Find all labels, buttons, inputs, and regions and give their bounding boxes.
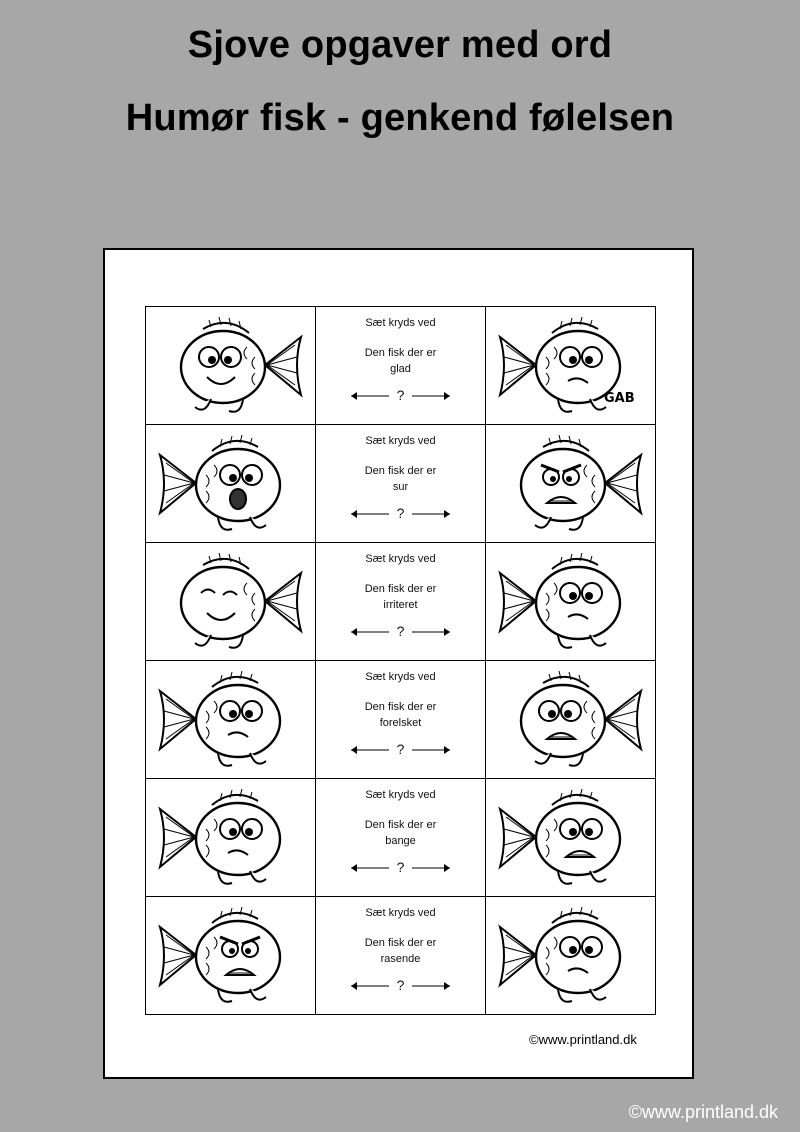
instruction-text: Sæt kryds ved bbox=[365, 553, 436, 565]
prompt-text: Den fisk der er bbox=[364, 347, 437, 359]
instruction-text: Sæt kryds ved bbox=[365, 317, 436, 329]
question-mark: ? bbox=[396, 387, 405, 403]
instruction-text: Sæt kryds ved bbox=[365, 671, 436, 683]
question-mark: ? bbox=[396, 505, 405, 521]
right-fish-cell[interactable] bbox=[486, 425, 656, 543]
instruction-cell bbox=[316, 897, 486, 1015]
emotion-word: forelsket bbox=[379, 717, 422, 729]
prompt-text: Den fisk der er bbox=[364, 583, 437, 595]
table-row bbox=[146, 543, 656, 661]
sheet-copyright: ©www.printland.dk bbox=[529, 1032, 637, 1047]
emotion-word: irriteret bbox=[383, 599, 418, 611]
right-fish-cell[interactable] bbox=[486, 543, 656, 661]
right-fish-cell[interactable] bbox=[486, 307, 656, 425]
page-title: Sjove opgaver med ord bbox=[187, 24, 613, 66]
left-fish-cell[interactable] bbox=[146, 425, 316, 543]
question-mark: ? bbox=[396, 859, 405, 875]
instruction-text: Sæt kryds ved bbox=[365, 789, 436, 801]
page-subtitle: Humør fisk - genkend følelsen bbox=[125, 97, 675, 139]
instruction-cell bbox=[316, 307, 486, 425]
worksheet bbox=[103, 248, 694, 1079]
table-row bbox=[146, 897, 656, 1015]
question-mark: ? bbox=[396, 977, 405, 993]
gab-speech-label: GAB bbox=[604, 391, 635, 406]
left-fish-cell[interactable] bbox=[146, 661, 316, 779]
prompt-text: Den fisk der er bbox=[364, 701, 437, 713]
instruction-text: Sæt kryds ved bbox=[365, 907, 436, 919]
emotion-word: bange bbox=[385, 835, 416, 847]
instruction-cell bbox=[316, 661, 486, 779]
prompt-text: Den fisk der er bbox=[364, 819, 437, 831]
left-fish-cell[interactable] bbox=[146, 779, 316, 897]
prompt-text: Den fisk der er bbox=[364, 465, 437, 477]
table-row bbox=[146, 661, 656, 779]
instruction-cell bbox=[316, 425, 486, 543]
emotion-word: sur bbox=[392, 481, 409, 493]
table-row bbox=[146, 307, 656, 425]
question-mark: ? bbox=[396, 623, 405, 639]
table-row bbox=[146, 425, 656, 543]
right-fish-cell[interactable] bbox=[486, 897, 656, 1015]
left-fish-cell[interactable] bbox=[146, 897, 316, 1015]
left-fish-cell[interactable] bbox=[146, 307, 316, 425]
left-fish-cell[interactable] bbox=[146, 543, 316, 661]
instruction-cell bbox=[316, 779, 486, 897]
page-copyright: ©www.printland.dk bbox=[628, 1102, 778, 1122]
instruction-text: Sæt kryds ved bbox=[365, 435, 436, 447]
table-row bbox=[146, 779, 656, 897]
right-fish-cell[interactable] bbox=[486, 779, 656, 897]
emotion-word: glad bbox=[390, 363, 411, 375]
emotion-table bbox=[145, 306, 656, 1015]
instruction-cell bbox=[316, 543, 486, 661]
question-mark: ? bbox=[396, 741, 405, 757]
emotion-word: rasende bbox=[380, 953, 421, 965]
prompt-text: Den fisk der er bbox=[364, 937, 437, 949]
right-fish-cell[interactable] bbox=[486, 661, 656, 779]
